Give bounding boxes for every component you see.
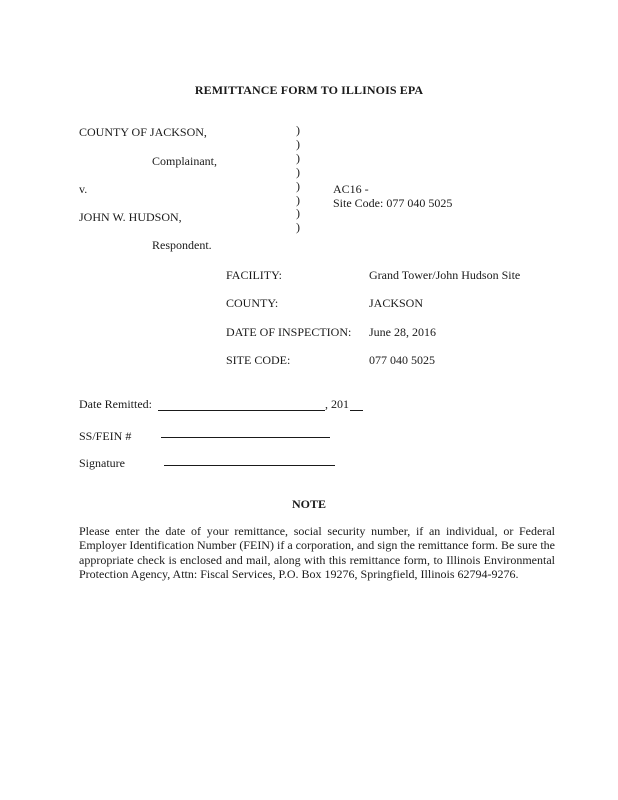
site-code-label: SITE CODE: [226,353,291,367]
respondent-name: JOHN W. HUDSON, [79,210,182,224]
year-digit-line[interactable] [350,410,363,411]
date-remitted-label: Date Remitted: [79,397,152,411]
complainant-name: COUNTY OF JACKSON, [79,125,207,139]
caption-bracket: ) ) ) ) ) ) ) ) [296,123,300,235]
caption-site-code: Site Code: 077 040 5025 [333,196,453,210]
note-body: Please enter the date of your remittance, social security number, if an individual, or Federal Employer Identification Number (FEIN) if a corporation, and sign the remittance form. Be sure the appropriate check is enclosed and mail, along with this remittance form, to Illinois Environmental Protection Agency, Attn: Fiscal Services, P.O. Box 19276, Springfield, Illinois 62794-9276. [79,524,555,581]
county-label: COUNTY: [226,296,279,310]
county-value: JACKSON [369,296,424,310]
inspection-date-value: June 28, 2016 [369,325,436,339]
ssfein-label: SS/FEIN # [79,429,132,443]
case-number: AC16 - [333,182,369,196]
signature-line[interactable] [164,465,335,466]
facility-value: Grand Tower/John Hudson Site [369,268,521,282]
signature-label: Signature [79,456,125,470]
versus-label: v. [79,182,88,196]
facility-label: FACILITY: [226,268,283,282]
note-heading: NOTE [291,497,326,511]
page-title: REMITTANCE FORM TO ILLINOIS EPA [194,83,424,97]
ssfein-line[interactable] [161,437,330,438]
respondent-role: Respondent. [152,238,212,252]
date-remitted-line[interactable] [158,410,325,411]
inspection-date-label: DATE OF INSPECTION: [226,325,352,339]
site-code-value: 077 040 5025 [369,353,435,367]
complainant-role: Complainant, [152,154,217,168]
year-prefix: , 201 [325,397,349,411]
